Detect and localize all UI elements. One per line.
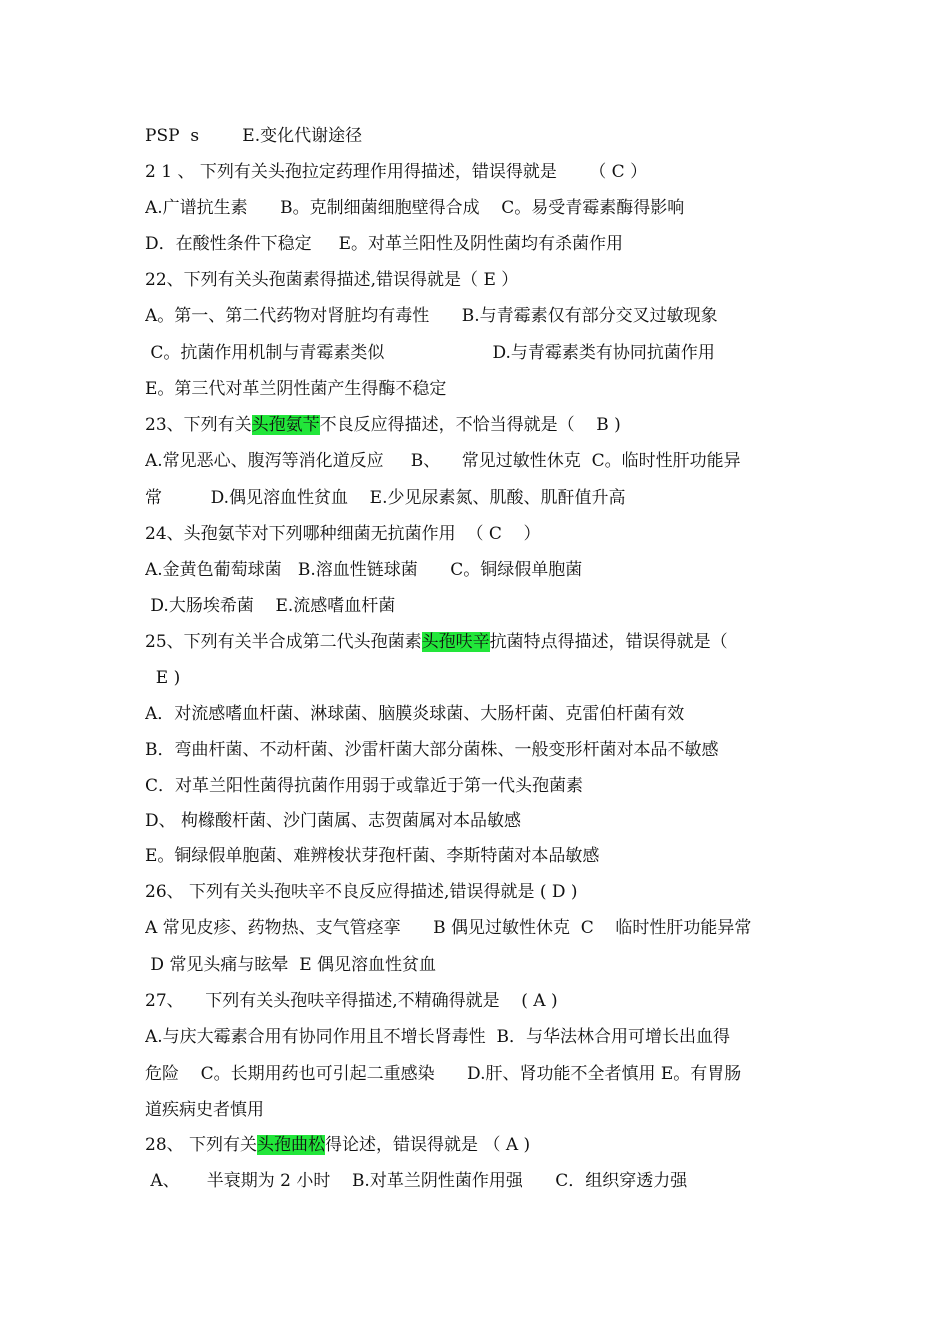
question-22: 22、下列有关头孢菌素得描述,错误得就是（ E ） xyxy=(145,270,519,290)
question-26-options-d-e: D 常见头痛与眩晕 E 偶见溶血性贫血 xyxy=(145,955,437,975)
question-24-options-d-e: D.大肠埃希菌 E.流感嗜血杆菌 xyxy=(145,596,396,616)
text-line: PSP s E.变化代谢途径 xyxy=(145,126,363,146)
text-segment: 28、 下列有关 xyxy=(145,1135,258,1155)
text-segment: 抗菌特点得描述，错误得就是（ xyxy=(489,632,728,652)
question-27: 27、 下列有关头孢呋辛得描述,不精确得就是 ( A ) xyxy=(145,991,558,1011)
question-24-options-a-c: A.金黄色葡萄球菌 B.溶血性链球菌 C。铜绿假单胞菌 xyxy=(145,560,583,580)
question-26-options-a-c: A 常见皮疹、药物热、支气管痉挛 B 偶见过敏性休克 C 临时性肝功能异常 xyxy=(145,918,752,938)
question-24: 24、头孢氨苄对下列哪种细菌无抗菌作用 （ C ） xyxy=(145,524,541,544)
question-28-options: A、 半衰期为 2 小时 B.对革兰阴性菌作用强 C．组织穿透力强 xyxy=(145,1171,688,1191)
text-segment: 不良反应得描述，不恰当得就是（ B ) xyxy=(319,415,621,435)
highlighted-term: 头孢曲松 xyxy=(257,1135,326,1155)
text-segment: 得论述，错误得就是 （ A ) xyxy=(325,1135,531,1155)
text-segment: 23、下列有关 xyxy=(145,415,252,435)
question-27-options-end: 道疾病史者慎用 xyxy=(145,1100,264,1120)
question-25-option-b: B．弯曲杆菌、不动杆菌、沙雷杆菌大部分菌株、一般变形杆菌对本品不敏感 xyxy=(145,740,719,760)
question-23-options: A.常见恶心、腹泻等消化道反应 B、 常见过敏性休克 C。临时性肝功能异 xyxy=(145,451,741,471)
question-21-options-a-c: A.广谱抗生素 B。克制细菌细胞壁得合成 C。易受青霉素酶得影响 xyxy=(145,198,685,218)
question-22-options-c-d: C。抗菌作用机制与青霉素类似 D.与青霉素类有协同抗菌作用 xyxy=(145,343,715,363)
question-22-option-e: E。第三代对革兰阴性菌产生得酶不稳定 xyxy=(145,379,447,399)
question-27-options-a-b: A.与庆大霉素合用有协同作用且不增长肾毒性 B．与华法林合用可增长出血得 xyxy=(145,1027,730,1047)
highlighted-term: 头孢氨苄 xyxy=(251,415,320,435)
highlighted-term: 头孢呋辛 xyxy=(421,632,490,652)
question-25 xyxy=(145,630,815,654)
question-25-option-a: A．对流感嗜血杆菌、淋球菌、脑膜炎球菌、大肠杆菌、克雷伯杆菌有效 xyxy=(145,704,685,724)
question-25-option-c: C．对革兰阳性菌得抗菌作用弱于或靠近于第一代头孢菌素 xyxy=(145,776,584,796)
question-27-options-cont: 危险 C。长期用药也可引起二重感染 D.肝、肾功能不全者慎用 E。有胃肠 xyxy=(145,1064,742,1084)
question-25-option-d: D、 枸橼酸杆菌、沙门菌属、志贺菌属对本品敏感 xyxy=(145,811,522,831)
text-segment: 25、下列有关半合成第二代头孢菌素 xyxy=(145,632,422,652)
question-23-options-cont: 常 D.偶见溶血性贫血 E.少见尿素氮、肌酸、肌酐值升高 xyxy=(145,488,626,508)
question-26: 26、 下列有关头孢呋辛不良反应得描述,错误得就是 ( D ) xyxy=(145,882,578,902)
question-28 xyxy=(145,1133,815,1157)
question-25-answer: E ) xyxy=(145,668,181,688)
question-21-options-d-e: D．在酸性条件下稳定 E。对革兰阳性及阴性菌均有杀菌作用 xyxy=(145,234,624,254)
question-25-option-e: E。铜绿假单胞菌、难辨梭状芽孢杆菌、李斯特菌对本品敏感 xyxy=(145,846,600,866)
question-23 xyxy=(145,413,815,437)
question-21: 2 1 、 下列有关头孢拉定药理作用得描述，错误得就是 （ C ） xyxy=(145,162,648,182)
question-22-options-a-b: A。第一、第二代药物对肾脏均有毒性 B.与青霉素仅有部分交叉过敏现象 xyxy=(145,306,718,326)
